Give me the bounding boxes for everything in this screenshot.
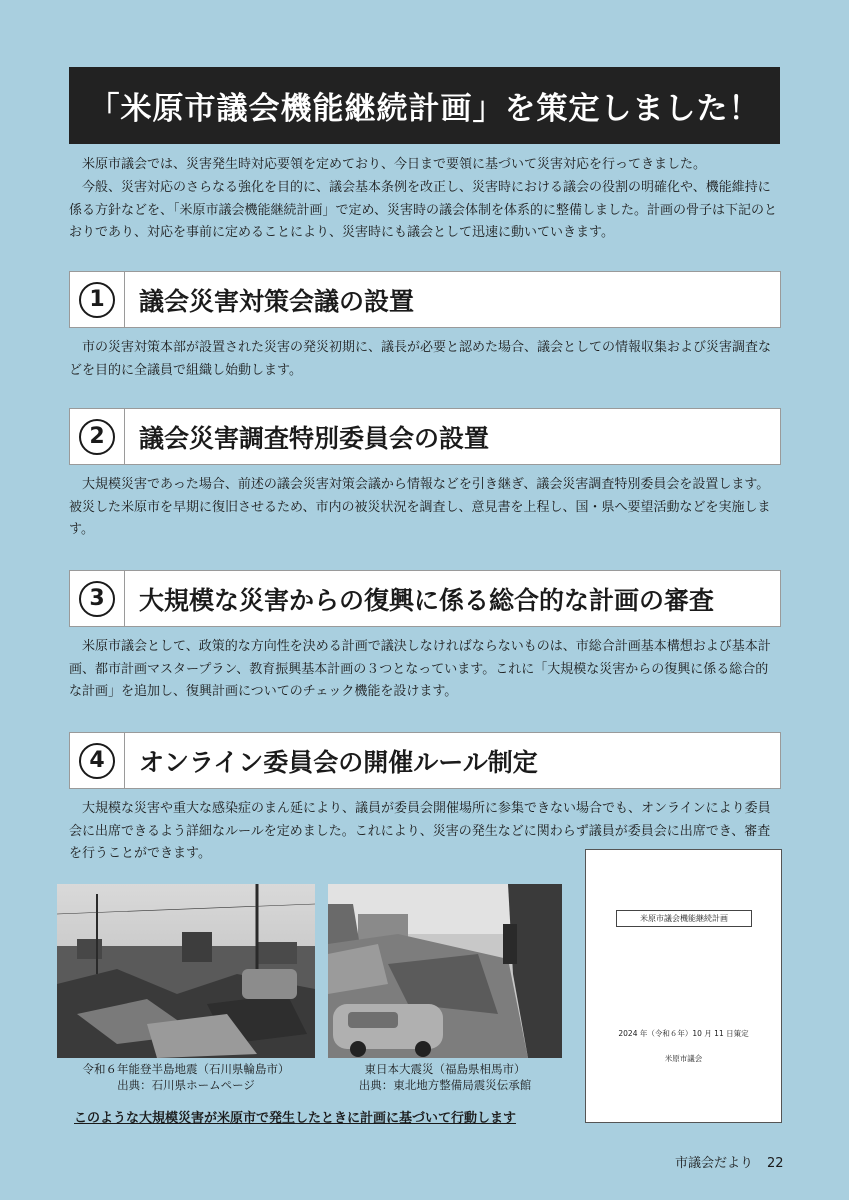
plan-document-title: 米原市議会機能継続計画	[616, 910, 752, 927]
plan-document-cover	[585, 849, 782, 1123]
section-4-body: 大規模な災害や重大な感染症のまん延により、議員が委員会開催場所に参集できない場合でも、オンラインにより委員会に出席できるよう詳細なルールを定めました。これにより、災害の発生などに関わらず議員が委員会に出席でき、審査を行うことができます。	[69, 801, 771, 861]
section-2-body: 大規模災害であった場合、前述の議会災害対策会議から情報などを引き継ぎ、議会災害調査特別委員会を設置します。被災した米原市を早期に復旧させるため、市内の被災状況を調査し、意見書を上程し、国・県へ要望活動などを実施します。	[69, 477, 771, 537]
section-2-header	[69, 408, 781, 465]
intro-paragraph-2: 今般、災害対応のさらなる強化を目的に、議会基本条例を改正し、災害時における議会の役割の明確化や、機能維持に係る方針などを、「米原市議会機能継続計画」で定め、災害時の議会体制を体系的に整備しました。計画の骨子は下記のとおりであり、対応を事前に定めることにより、災害時にも議会として迅速に動いていきます。	[69, 180, 777, 240]
section-1-header	[69, 271, 781, 328]
noto-earthquake-photo	[57, 884, 315, 1058]
section-1-body: 市の災害対策本部が設置された災害の発災初期に、議長が必要と認めた場合、議会としての情報収集および災害調査などを目的に全議員で組織し始動します。	[69, 340, 772, 378]
section-4-title: オンライン委員会の開催ルール制定	[139, 747, 538, 777]
east-japan-earthquake-caption: 東日本大震災（福島県相馬市） 出典：東北地方整備局震災伝承館	[358, 1062, 532, 1092]
noto-earthquake-caption: 令和６年能登半島地震（石川県輪島市） 出典：石川県ホームページ	[82, 1062, 290, 1092]
bottom-note: このような大規模災害が米原市で発生したときに計画に基づいて行動します	[74, 1111, 517, 1126]
plan-document-org: 米原市議会	[664, 1054, 703, 1063]
page-title: 「米原市議会機能継続計画」を策定しました！	[69, 67, 780, 144]
section-2-number-badge: 2	[70, 409, 125, 464]
section-3-header	[69, 570, 781, 627]
section-2-title: 議会災害調査特別委員会の設置	[139, 423, 490, 453]
plan-document-date: 2024 年（令和６年）10 月 11 日策定	[618, 1029, 749, 1038]
section-3-body: 米原市議会として、政策的な方向性を決める計画で議決しなければならないものは、市総合計画基本構想および基本計画、都市計画マスタープラン、教育振興基本計画の３つとなっています。これに「大規模な災害からの復興に係る総合的な計画」を追加し、復興計画についてのチェック機能を設けます。	[69, 639, 771, 699]
page-number: 22	[767, 1156, 784, 1171]
intro-paragraph-1: 米原市議会では、災害発生時対応要領を定めており、今日まで要領に基づいて災害対応を行ってきました。	[82, 157, 707, 172]
east-japan-earthquake-photo	[328, 884, 562, 1058]
page-footer	[675, 1152, 784, 1171]
section-1-title: 議会災害対策会議の設置	[139, 286, 415, 316]
section-1-number-badge: 1	[70, 272, 125, 327]
section-4-header	[69, 732, 781, 789]
section-3-number-badge: 3	[70, 571, 125, 626]
section-4-number-badge: 4	[70, 733, 125, 788]
publication-name: 市議会だより	[675, 1156, 754, 1171]
section-3-title: 大規模な災害からの復興に係る総合的な計画の審査	[139, 585, 715, 615]
